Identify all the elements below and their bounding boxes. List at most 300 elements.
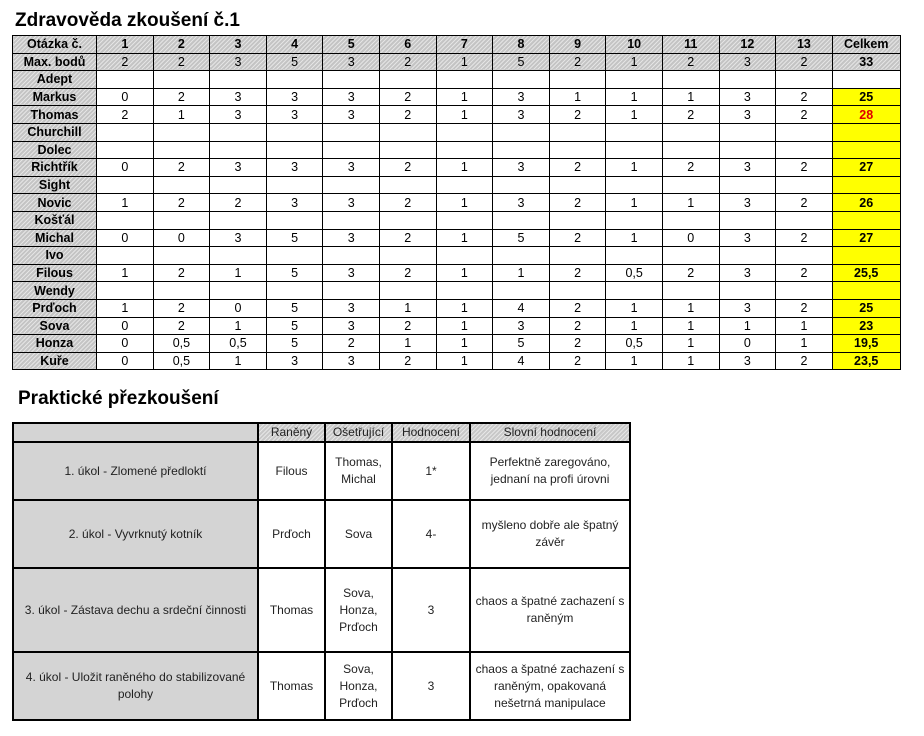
practical-injured: Thomas xyxy=(258,568,325,652)
score-cell: 2 xyxy=(662,159,719,177)
score-cell: 1 xyxy=(436,229,493,247)
score-cell xyxy=(662,176,719,194)
score-cell: 1 xyxy=(662,352,719,370)
practical-title: Praktické přezkoušení xyxy=(18,388,219,409)
score-cell xyxy=(662,282,719,300)
score-cell xyxy=(323,211,380,229)
score-cell: 0 xyxy=(719,335,776,353)
question-number: 5 xyxy=(323,36,380,54)
score-cell xyxy=(379,176,436,194)
question-number: 9 xyxy=(549,36,606,54)
score-cell xyxy=(493,71,550,89)
participant-row xyxy=(13,317,901,335)
score-cell: 3 xyxy=(266,194,323,212)
practical-header-treating: Ošetřující xyxy=(325,423,392,442)
score-cell: 1 xyxy=(606,299,663,317)
score-cell xyxy=(210,176,267,194)
practical-task: 1. úkol - Zlomené předloktí xyxy=(13,442,258,500)
score-cell: 1 xyxy=(436,264,493,282)
score-cell xyxy=(606,71,663,89)
score-cell: 1 xyxy=(97,299,154,317)
score-cell: 4 xyxy=(493,299,550,317)
score-cell: 1 xyxy=(606,194,663,212)
score-cell: 5 xyxy=(266,317,323,335)
practical-verbal: Perfektně zaregováno, jednaní na profi úrovni xyxy=(470,442,630,500)
score-cell xyxy=(662,211,719,229)
question-number: 2 xyxy=(153,36,210,54)
practical-treating: Thomas, Michal xyxy=(325,442,392,500)
score-cell xyxy=(436,141,493,159)
score-cell: 1 xyxy=(662,299,719,317)
participant-name: Kuře xyxy=(13,352,97,370)
participant-name: Markus xyxy=(13,88,97,106)
score-cell xyxy=(719,141,776,159)
score-cell: 1 xyxy=(379,299,436,317)
practical-verbal: chaos a špatné zachazení s raněným xyxy=(470,568,630,652)
score-cell: 0 xyxy=(210,299,267,317)
participant-total: 19,5 xyxy=(832,335,900,353)
practical-treating: Sova, Honza, Prďoch xyxy=(325,652,392,720)
score-cell: 3 xyxy=(323,352,380,370)
max-points-value: 3 xyxy=(719,53,776,71)
score-cell xyxy=(379,247,436,265)
score-cell xyxy=(493,247,550,265)
score-cell: 0 xyxy=(97,352,154,370)
page-title: Zdravověda zkoušení č.1 xyxy=(15,10,240,31)
score-cell xyxy=(606,123,663,141)
score-cell xyxy=(776,247,833,265)
score-cell xyxy=(719,211,776,229)
score-cell: 0 xyxy=(97,317,154,335)
score-cell xyxy=(153,211,210,229)
score-cell: 2 xyxy=(379,317,436,335)
score-cell: 1 xyxy=(606,159,663,177)
score-cell: 2 xyxy=(776,159,833,177)
score-cell: 1 xyxy=(210,317,267,335)
score-cell xyxy=(549,282,606,300)
score-cell: 1 xyxy=(606,106,663,124)
question-number: 13 xyxy=(776,36,833,54)
practical-verbal: myšleno dobře ale špatný závěr xyxy=(470,500,630,568)
score-cell xyxy=(323,71,380,89)
score-cell: 3 xyxy=(493,88,550,106)
participant-name: Adept xyxy=(13,71,97,89)
score-cell: 3 xyxy=(719,194,776,212)
practical-header-verbal: Slovní hodnocení xyxy=(470,423,630,442)
score-cell: 2 xyxy=(549,159,606,177)
score-cell xyxy=(606,176,663,194)
score-cell xyxy=(97,141,154,159)
score-cell: 2 xyxy=(662,106,719,124)
score-cell xyxy=(266,71,323,89)
score-cell: 3 xyxy=(493,159,550,177)
score-cell: 1 xyxy=(210,352,267,370)
score-cell: 1 xyxy=(436,194,493,212)
score-cell: 1 xyxy=(606,229,663,247)
max-points-value: 5 xyxy=(266,53,323,71)
score-cell xyxy=(606,247,663,265)
participant-total: 25 xyxy=(832,299,900,317)
practical-injured: Filous xyxy=(258,442,325,500)
score-cell: 3 xyxy=(323,159,380,177)
score-cell xyxy=(97,282,154,300)
score-cell xyxy=(153,247,210,265)
score-cell: 3 xyxy=(210,106,267,124)
score-cell xyxy=(210,247,267,265)
score-cell xyxy=(606,141,663,159)
score-cell xyxy=(266,176,323,194)
score-cell xyxy=(323,247,380,265)
score-cell xyxy=(549,71,606,89)
practical-treating: Sova, Honza, Prďoch xyxy=(325,568,392,652)
score-cell: 0,5 xyxy=(153,335,210,353)
score-cell: 3 xyxy=(210,229,267,247)
score-cell: 2 xyxy=(153,264,210,282)
score-cell: 0 xyxy=(97,88,154,106)
score-cell xyxy=(379,282,436,300)
score-cell: 2 xyxy=(776,194,833,212)
practical-table xyxy=(12,422,631,721)
participant-row xyxy=(13,123,901,141)
score-cell: 3 xyxy=(210,159,267,177)
score-cell xyxy=(776,123,833,141)
score-cell: 1 xyxy=(436,106,493,124)
practical-grade: 3 xyxy=(392,568,470,652)
participant-total xyxy=(832,247,900,265)
score-cell: 2 xyxy=(153,88,210,106)
score-cell: 1 xyxy=(662,88,719,106)
score-cell xyxy=(436,123,493,141)
participant-row xyxy=(13,88,901,106)
max-points-total: 33 xyxy=(832,53,900,71)
score-cell: 2 xyxy=(379,106,436,124)
max-points-label: Max. bodů xyxy=(13,53,97,71)
practical-grade: 1* xyxy=(392,442,470,500)
participant-row xyxy=(13,352,901,370)
practical-row xyxy=(13,568,630,652)
score-table xyxy=(12,35,901,370)
participant-total: 26 xyxy=(832,194,900,212)
score-cell: 4 xyxy=(493,352,550,370)
practical-grade: 3 xyxy=(392,652,470,720)
question-number: 10 xyxy=(606,36,663,54)
max-points-value: 5 xyxy=(493,53,550,71)
score-cell: 2 xyxy=(379,264,436,282)
participant-row xyxy=(13,159,901,177)
participant-row xyxy=(13,299,901,317)
total-header-label: Celkem xyxy=(832,36,900,54)
score-cell xyxy=(210,282,267,300)
score-cell: 2 xyxy=(549,299,606,317)
score-cell: 2 xyxy=(776,229,833,247)
score-cell: 2 xyxy=(323,335,380,353)
score-cell xyxy=(662,123,719,141)
score-cell xyxy=(379,211,436,229)
score-cell xyxy=(662,247,719,265)
max-points-value: 3 xyxy=(323,53,380,71)
score-cell: 3 xyxy=(266,352,323,370)
max-points-value: 2 xyxy=(549,53,606,71)
score-cell: 2 xyxy=(379,194,436,212)
participant-name: Dolec xyxy=(13,141,97,159)
score-cell: 1 xyxy=(662,335,719,353)
question-number: 4 xyxy=(266,36,323,54)
practical-row xyxy=(13,442,630,500)
score-cell xyxy=(776,71,833,89)
score-cell: 3 xyxy=(323,264,380,282)
practical-header-grade: Hodnocení xyxy=(392,423,470,442)
score-cell: 1 xyxy=(436,299,493,317)
score-cell xyxy=(493,123,550,141)
score-cell: 5 xyxy=(266,264,323,282)
score-cell: 5 xyxy=(266,335,323,353)
participant-total xyxy=(832,141,900,159)
score-cell xyxy=(719,282,776,300)
question-number: 8 xyxy=(493,36,550,54)
participant-total xyxy=(832,176,900,194)
score-cell: 3 xyxy=(493,317,550,335)
score-cell: 2 xyxy=(776,106,833,124)
score-cell: 1 xyxy=(436,352,493,370)
score-cell xyxy=(323,141,380,159)
participant-name: Ivo xyxy=(13,247,97,265)
score-cell xyxy=(97,123,154,141)
participant-total xyxy=(832,282,900,300)
score-cell: 0 xyxy=(662,229,719,247)
practical-grade: 4- xyxy=(392,500,470,568)
score-cell: 2 xyxy=(97,106,154,124)
score-cell xyxy=(719,247,776,265)
score-cell: 3 xyxy=(323,88,380,106)
score-cell: 1 xyxy=(436,335,493,353)
score-cell: 1 xyxy=(436,88,493,106)
score-cell: 2 xyxy=(210,194,267,212)
participant-name: Sova xyxy=(13,317,97,335)
participant-total: 28 xyxy=(832,106,900,124)
participant-name: Richtřík xyxy=(13,159,97,177)
question-number: 12 xyxy=(719,36,776,54)
participant-name: Churchill xyxy=(13,123,97,141)
participant-total: 23,5 xyxy=(832,352,900,370)
score-cell xyxy=(549,123,606,141)
participant-total xyxy=(832,71,900,89)
score-cell xyxy=(549,211,606,229)
score-cell xyxy=(379,71,436,89)
score-cell: 2 xyxy=(549,229,606,247)
score-cell: 5 xyxy=(493,229,550,247)
score-cell xyxy=(97,176,154,194)
score-cell xyxy=(776,176,833,194)
participant-name: Honza xyxy=(13,335,97,353)
score-cell: 0,5 xyxy=(606,264,663,282)
participant-row xyxy=(13,71,901,89)
score-cell: 2 xyxy=(549,264,606,282)
score-cell xyxy=(436,71,493,89)
score-cell: 0 xyxy=(153,229,210,247)
score-cell: 3 xyxy=(210,88,267,106)
score-cell xyxy=(662,71,719,89)
score-cell: 1 xyxy=(493,264,550,282)
score-cell: 3 xyxy=(266,159,323,177)
participant-name: Prďoch xyxy=(13,299,97,317)
score-cell: 2 xyxy=(776,352,833,370)
score-cell: 1 xyxy=(379,335,436,353)
score-cell: 2 xyxy=(776,299,833,317)
score-cell xyxy=(436,176,493,194)
score-cell: 3 xyxy=(266,106,323,124)
score-cell xyxy=(719,123,776,141)
participant-name: Michal xyxy=(13,229,97,247)
participant-name: Thomas xyxy=(13,106,97,124)
participant-row xyxy=(13,194,901,212)
score-cell: 1 xyxy=(662,194,719,212)
score-cell xyxy=(549,247,606,265)
participant-row xyxy=(13,282,901,300)
practical-treating: Sova xyxy=(325,500,392,568)
score-cell xyxy=(436,282,493,300)
score-cell: 2 xyxy=(549,194,606,212)
participant-total: 25 xyxy=(832,88,900,106)
score-table-body xyxy=(13,36,901,370)
participant-row xyxy=(13,229,901,247)
practical-header-corner xyxy=(13,423,258,442)
score-cell: 5 xyxy=(266,299,323,317)
score-cell: 1 xyxy=(719,317,776,335)
score-cell xyxy=(323,123,380,141)
score-cell xyxy=(379,123,436,141)
score-cell: 3 xyxy=(719,159,776,177)
max-points-value: 2 xyxy=(97,53,154,71)
question-number: 6 xyxy=(379,36,436,54)
score-cell: 3 xyxy=(493,194,550,212)
score-cell xyxy=(266,141,323,159)
score-cell xyxy=(549,176,606,194)
participant-total: 25,5 xyxy=(832,264,900,282)
score-cell xyxy=(493,211,550,229)
max-points-value: 2 xyxy=(662,53,719,71)
practical-header-injured: Raněný xyxy=(258,423,325,442)
score-cell: 0 xyxy=(97,335,154,353)
score-cell: 1 xyxy=(436,159,493,177)
score-cell: 1 xyxy=(153,106,210,124)
score-cell: 2 xyxy=(153,299,210,317)
score-cell xyxy=(776,282,833,300)
participant-name: Košťál xyxy=(13,211,97,229)
practical-header-row xyxy=(13,423,630,442)
score-cell: 3 xyxy=(266,88,323,106)
score-cell: 3 xyxy=(719,352,776,370)
score-cell xyxy=(323,282,380,300)
score-cell: 0,5 xyxy=(606,335,663,353)
score-cell xyxy=(662,141,719,159)
question-number: 11 xyxy=(662,36,719,54)
score-cell: 3 xyxy=(323,106,380,124)
score-cell: 1 xyxy=(436,317,493,335)
score-cell: 0,5 xyxy=(153,352,210,370)
practical-task: 4. úkol - Uložit raněného do stabilizované polohy xyxy=(13,652,258,720)
score-cell xyxy=(493,282,550,300)
score-cell: 3 xyxy=(719,88,776,106)
score-cell xyxy=(436,211,493,229)
score-cell xyxy=(719,71,776,89)
participant-row xyxy=(13,247,901,265)
participant-row xyxy=(13,335,901,353)
participant-row xyxy=(13,141,901,159)
score-cell: 2 xyxy=(379,159,436,177)
score-cell: 2 xyxy=(549,317,606,335)
score-cell xyxy=(549,141,606,159)
max-points-value: 2 xyxy=(379,53,436,71)
practical-injured: Thomas xyxy=(258,652,325,720)
score-cell xyxy=(210,141,267,159)
score-cell: 3 xyxy=(493,106,550,124)
max-points-value: 3 xyxy=(210,53,267,71)
participant-row xyxy=(13,211,901,229)
participant-row xyxy=(13,106,901,124)
score-cell: 2 xyxy=(153,194,210,212)
score-cell: 5 xyxy=(493,335,550,353)
question-number: 7 xyxy=(436,36,493,54)
score-cell: 1 xyxy=(549,88,606,106)
score-cell xyxy=(606,282,663,300)
score-cell xyxy=(266,211,323,229)
score-cell: 5 xyxy=(266,229,323,247)
score-cell xyxy=(719,176,776,194)
score-cell xyxy=(776,211,833,229)
score-cell xyxy=(493,176,550,194)
score-cell xyxy=(379,141,436,159)
practical-row xyxy=(13,500,630,568)
score-cell xyxy=(266,282,323,300)
score-cell: 3 xyxy=(719,106,776,124)
participant-total: 27 xyxy=(832,159,900,177)
score-cell: 2 xyxy=(153,159,210,177)
score-cell xyxy=(266,247,323,265)
score-cell: 3 xyxy=(323,194,380,212)
score-cell: 0,5 xyxy=(210,335,267,353)
score-cell xyxy=(153,71,210,89)
score-cell xyxy=(323,176,380,194)
participant-row xyxy=(13,176,901,194)
score-cell: 1 xyxy=(662,317,719,335)
score-cell: 0 xyxy=(97,229,154,247)
score-cell: 1 xyxy=(210,264,267,282)
question-header-label: Otázka č. xyxy=(13,36,97,54)
score-cell xyxy=(153,282,210,300)
score-cell xyxy=(606,211,663,229)
score-cell: 2 xyxy=(153,317,210,335)
practical-injured: Prďoch xyxy=(258,500,325,568)
participant-name: Filous xyxy=(13,264,97,282)
score-cell xyxy=(153,123,210,141)
score-cell: 2 xyxy=(776,88,833,106)
score-cell: 3 xyxy=(323,299,380,317)
practical-task: 3. úkol - Zástava dechu a srdeční činnosti xyxy=(13,568,258,652)
participant-total: 23 xyxy=(832,317,900,335)
score-cell xyxy=(97,71,154,89)
participant-total xyxy=(832,211,900,229)
score-cell xyxy=(210,71,267,89)
score-cell: 3 xyxy=(719,264,776,282)
score-cell: 2 xyxy=(549,352,606,370)
score-cell xyxy=(210,123,267,141)
question-number: 3 xyxy=(210,36,267,54)
score-cell xyxy=(493,141,550,159)
score-cell: 1 xyxy=(776,317,833,335)
score-header-row xyxy=(13,36,901,54)
score-cell xyxy=(153,176,210,194)
participant-row xyxy=(13,264,901,282)
